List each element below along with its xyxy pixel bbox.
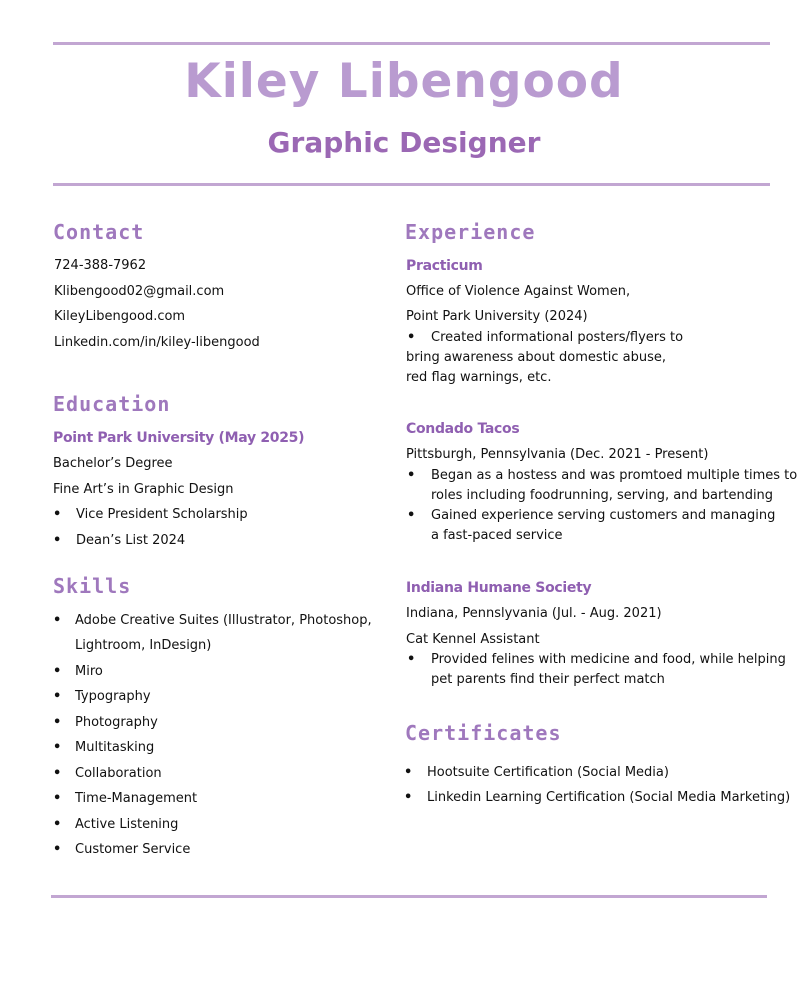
resume-name: Kiley Libengood [184,54,624,109]
education-heading: Education [53,392,171,416]
education-degree: Bachelor’s Degree [53,456,173,471]
bottom-divider [51,895,767,898]
job-bullet-continuation: roles including foodrunning, serving, and bartending [431,488,774,503]
contact-linkedin[interactable]: Linkedin.com/in/kiley-libengood [54,335,260,350]
header-divider [53,183,770,186]
contact-heading: Contact [53,220,145,244]
job-detail: Indiana, Pennslyvania (Jul. - Aug. 2021) [406,606,662,621]
job-detail: Office of Violence Against Women, [406,284,631,299]
contact-website[interactable]: KileyLibengood.com [54,309,186,324]
job-bullet-continuation: bring awareness about domestic abuse, [406,350,666,365]
education-school: Point Park University (May 2025) [53,430,305,446]
job-detail: Pittsburgh, Pennsylvania (Dec. 2021 - Present) [406,447,709,462]
job-bullet-continuation: a fast-paced service [431,528,563,543]
job-detail: Cat Kennel Assistant [406,632,540,647]
resume-title: Graphic Designer [267,126,541,159]
certificates-heading: Certificates [405,721,562,745]
contact-phone: 724-388-7962 [54,258,147,273]
job-role-practicum: Practicum [406,258,483,274]
job-role-condado: Condado Tacos [406,421,520,437]
skills-heading: Skills [53,574,132,598]
job-role-humane-society: Indiana Humane Society [406,580,592,596]
job-bullet-continuation: pet parents find their perfect match [431,672,665,687]
education-major: Fine Art’s in Graphic Design [53,482,234,497]
contact-email[interactable]: Klibengood02@gmail.com [54,284,225,299]
experience-heading: Experience [405,220,536,244]
job-bullet-continuation: red flag warnings, etc. [406,370,552,385]
job-detail: Point Park University (2024) [406,309,588,324]
top-divider [53,42,770,45]
